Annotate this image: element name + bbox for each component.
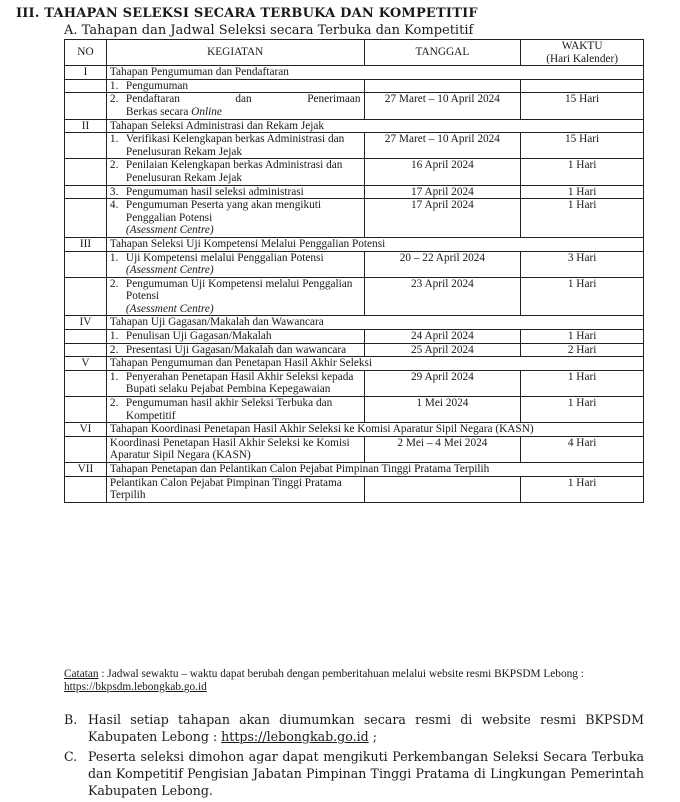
activity-text: Pengumuman Peserta yang akan mengikuti Penggalian Potensi (Asessment Centre) [125,199,322,237]
date-cell: 17 April 2024 [364,185,521,199]
section-heading: III. TAHAPAN SELEKSI SECARA TERBUKA DAN KOMPETITIF [16,6,478,21]
group-number: II [65,119,107,133]
catatan-label: Catatan [64,668,99,680]
group-number: VII [65,463,107,477]
group-title: Tahapan Koordinasi Penetapan Hasil Akhir Seleksi ke Komisi Aparatur Sipil Negara (KASN) [106,423,643,437]
table-row: 1. Pengumuman [65,79,644,93]
group-row [65,316,644,330]
days-cell: 1 Hari [521,397,644,423]
group-number: V [65,357,107,371]
table-row: 1. Penulisan Uji Gagasan/Makalah 24 April 2024 1 Hari [65,330,644,344]
days-cell: 2 Hari [521,343,644,357]
days-cell: 1 Hari [521,185,644,199]
table-row: 4. Pengumuman Peserta yang akan mengikuti Penggalian Potensi (Asessment Centre) 17 April 2024 1 Hari [65,199,644,238]
date-cell: 1 Mei 2024 [364,397,521,423]
date-cell: 23 April 2024 [364,277,521,316]
days-cell: 1 Hari [521,370,644,396]
days-cell: 15 Hari [521,133,644,159]
group-row [65,119,644,133]
activity-text: Pengumuman [125,79,189,92]
activity-text: Penilaian Kelengkapan berkas Administrasi dan Penelusuran Rekam Jejak [125,159,343,184]
activity-text: Verifikasi Kelengkapan berkas Administrasi dan Penelusuran Rekam Jejak [125,133,345,158]
date-cell: 20 – 22 April 2024 [364,251,521,277]
days-cell: 4 Hari [521,436,644,462]
table-row: 1. Uji Kompetensi melalui Penggalian Potensi (Asessment Centre) 20 – 22 April 2024 3 Hari [65,251,644,277]
table-row: 1. Verifikasi Kelengkapan berkas Administrasi dan Penelusuran Rekam Jejak 27 Maret – 10 April 2024 15 Hari [65,133,644,159]
date-cell: 27 Maret – 10 April 2024 [364,93,521,119]
sub-heading: A. Tahapan dan Jadwal Seleksi secara Terbuka dan Kompetitif [64,23,474,38]
table-row: 1. Penyerahan Penetapan Hasil Akhir Seleksi kepada Bupati selaku Pejabat Pembina Kepegawaian 29 April 2024 1 Hari [65,370,644,396]
date-cell: 17 April 2024 [364,199,521,238]
activity-text: Penulisan Uji Gagasan/Makalah [125,330,272,343]
table-row: 2. Presentasi Uji Gagasan/Makalah dan wawancara 25 April 2024 2 Hari [65,343,644,357]
note-text: Hasil setiap tahapan akan diumumkan secara resmi di website resmi BKPSDM Kabupaten Lebong : [88,712,644,744]
activity-text: Koordinasi Penetapan Hasil Akhir Seleksi ke Komisi Aparatur Sipil Negara (KASN) [109,436,350,462]
group-title: Tahapan Uji Gagasan/Makalah dan Wawancara [106,316,643,330]
activity-text: Pelantikan Calon Pejabat Pimpinan Tinggi Pratama Terpilih [109,476,342,502]
table-row [65,436,644,462]
group-title: Tahapan Penetapan dan Pelantikan Calon Pejabat Pimpinan Tinggi Pratama Terpilih [106,463,643,477]
activity-text: Pendaftaran dan Penerimaan Berkas secara Online [125,93,361,118]
days-cell: 1 Hari [521,159,644,185]
header-waktu: WAKTU (Hari Kalender) [521,40,644,66]
activity-text: Pengumuman hasil seleksi administrasi [125,185,304,198]
activity-text: Penyerahan Penetapan Hasil Akhir Seleksi kepada Bupati selaku Pejabat Pembina Kepegawaian [125,370,354,396]
notes-list [64,711,644,802]
note-label: C. [64,749,78,764]
date-cell [364,476,521,502]
table-row: 2. Pendaftaran dan Penerimaan Berkas secara Online 27 Maret – 10 April 2024 15 Hari [65,93,644,119]
group-number: IV [65,316,107,330]
catatan-text: : Jadwal sewaktu – waktu dapat berubah dengan pemberitahuan melalui website resmi BKPSDM Lebong : [98,668,584,680]
lebongkab-website-link[interactable]: https://lebongkab.go.id [221,729,369,744]
group-title: Tahapan Seleksi Uji Kompetensi Melalui Penggalian Potensi [106,237,643,251]
group-row [65,423,644,437]
days-cell: 1 Hari [521,476,644,502]
header-kegiatan: KEGIATAN [106,40,364,66]
group-row [65,357,644,371]
activity-text: Pengumuman hasil akhir Seleksi Terbuka dan Kompetitif [125,397,333,422]
list-item: B. Hasil setiap tahapan akan diumumkan secara resmi di website resmi BKPSDM Kabupaten Lebong : https://lebongkab.go.id ; [64,712,644,744]
catatan-note [64,668,644,694]
group-title: Tahapan Pengumuman dan Pendaftaran [106,66,643,80]
days-cell: 1 Hari [521,199,644,238]
table-row: 2. Penilaian Kelengkapan berkas Administrasi dan Penelusuran Rekam Jejak 16 April 2024 1 Hari [65,159,644,185]
date-cell: 24 April 2024 [364,330,521,344]
group-row [65,237,644,251]
table-row: 3. Pengumuman hasil seleksi administrasi 17 April 2024 1 Hari [65,185,644,199]
list-item [64,748,644,799]
table-row: 2. Pengumuman hasil akhir Seleksi Terbuka dan Kompetitif 1 Mei 2024 1 Hari [65,397,644,423]
bkpsdm-website-link[interactable]: https://bkpsdm.lebongkab.go.id [64,681,207,693]
date-cell: 2 Mei – 4 Mei 2024 [364,436,521,462]
days-cell: 15 Hari [521,93,644,119]
date-cell: 29 April 2024 [364,370,521,396]
days-cell: 1 Hari [521,330,644,344]
group-row [65,66,644,80]
header-tanggal: TANGGAL [364,40,521,66]
activity-text: Pengumuman Uji Kompetensi melalui Penggalian Potensi (Asessment Centre) [125,277,353,315]
table-header-row [65,40,644,66]
note-label: B. [64,712,78,727]
days-cell: 3 Hari [521,251,644,277]
activity-text: Uji Kompetensi melalui Penggalian Potensi (Asessment Centre) [125,251,324,277]
group-number: VI [65,423,107,437]
table-row [65,476,644,502]
group-row [65,463,644,477]
date-cell: 16 April 2024 [364,159,521,185]
date-cell: 27 Maret – 10 April 2024 [364,133,521,159]
group-number: III [65,237,107,251]
group-number: I [65,66,107,80]
activity-text: Presentasi Uji Gagasan/Makalah dan wawancara [125,343,347,356]
note-text: Peserta seleksi dimohon agar dapat mengikuti Perkembangan Seleksi Secara Terbuka dan Kompetitif Pengisian Jabatan Pimpinan Tinggi Pratama di Lingkungan Pemerintah Kabupaten Lebong. [88,749,644,798]
schedule-table [64,39,644,503]
group-title: Tahapan Seleksi Administrasi dan Rekam Jejak [106,119,643,133]
days-cell: 1 Hari [521,277,644,316]
date-cell: 25 April 2024 [364,343,521,357]
group-title: Tahapan Pengumuman dan Penetapan Hasil Akhir Seleksi [106,357,643,371]
header-no: NO [65,40,107,66]
table-row: 2. Pengumuman Uji Kompetensi melalui Penggalian Potensi (Asessment Centre) 23 April 2024 1 Hari [65,277,644,316]
